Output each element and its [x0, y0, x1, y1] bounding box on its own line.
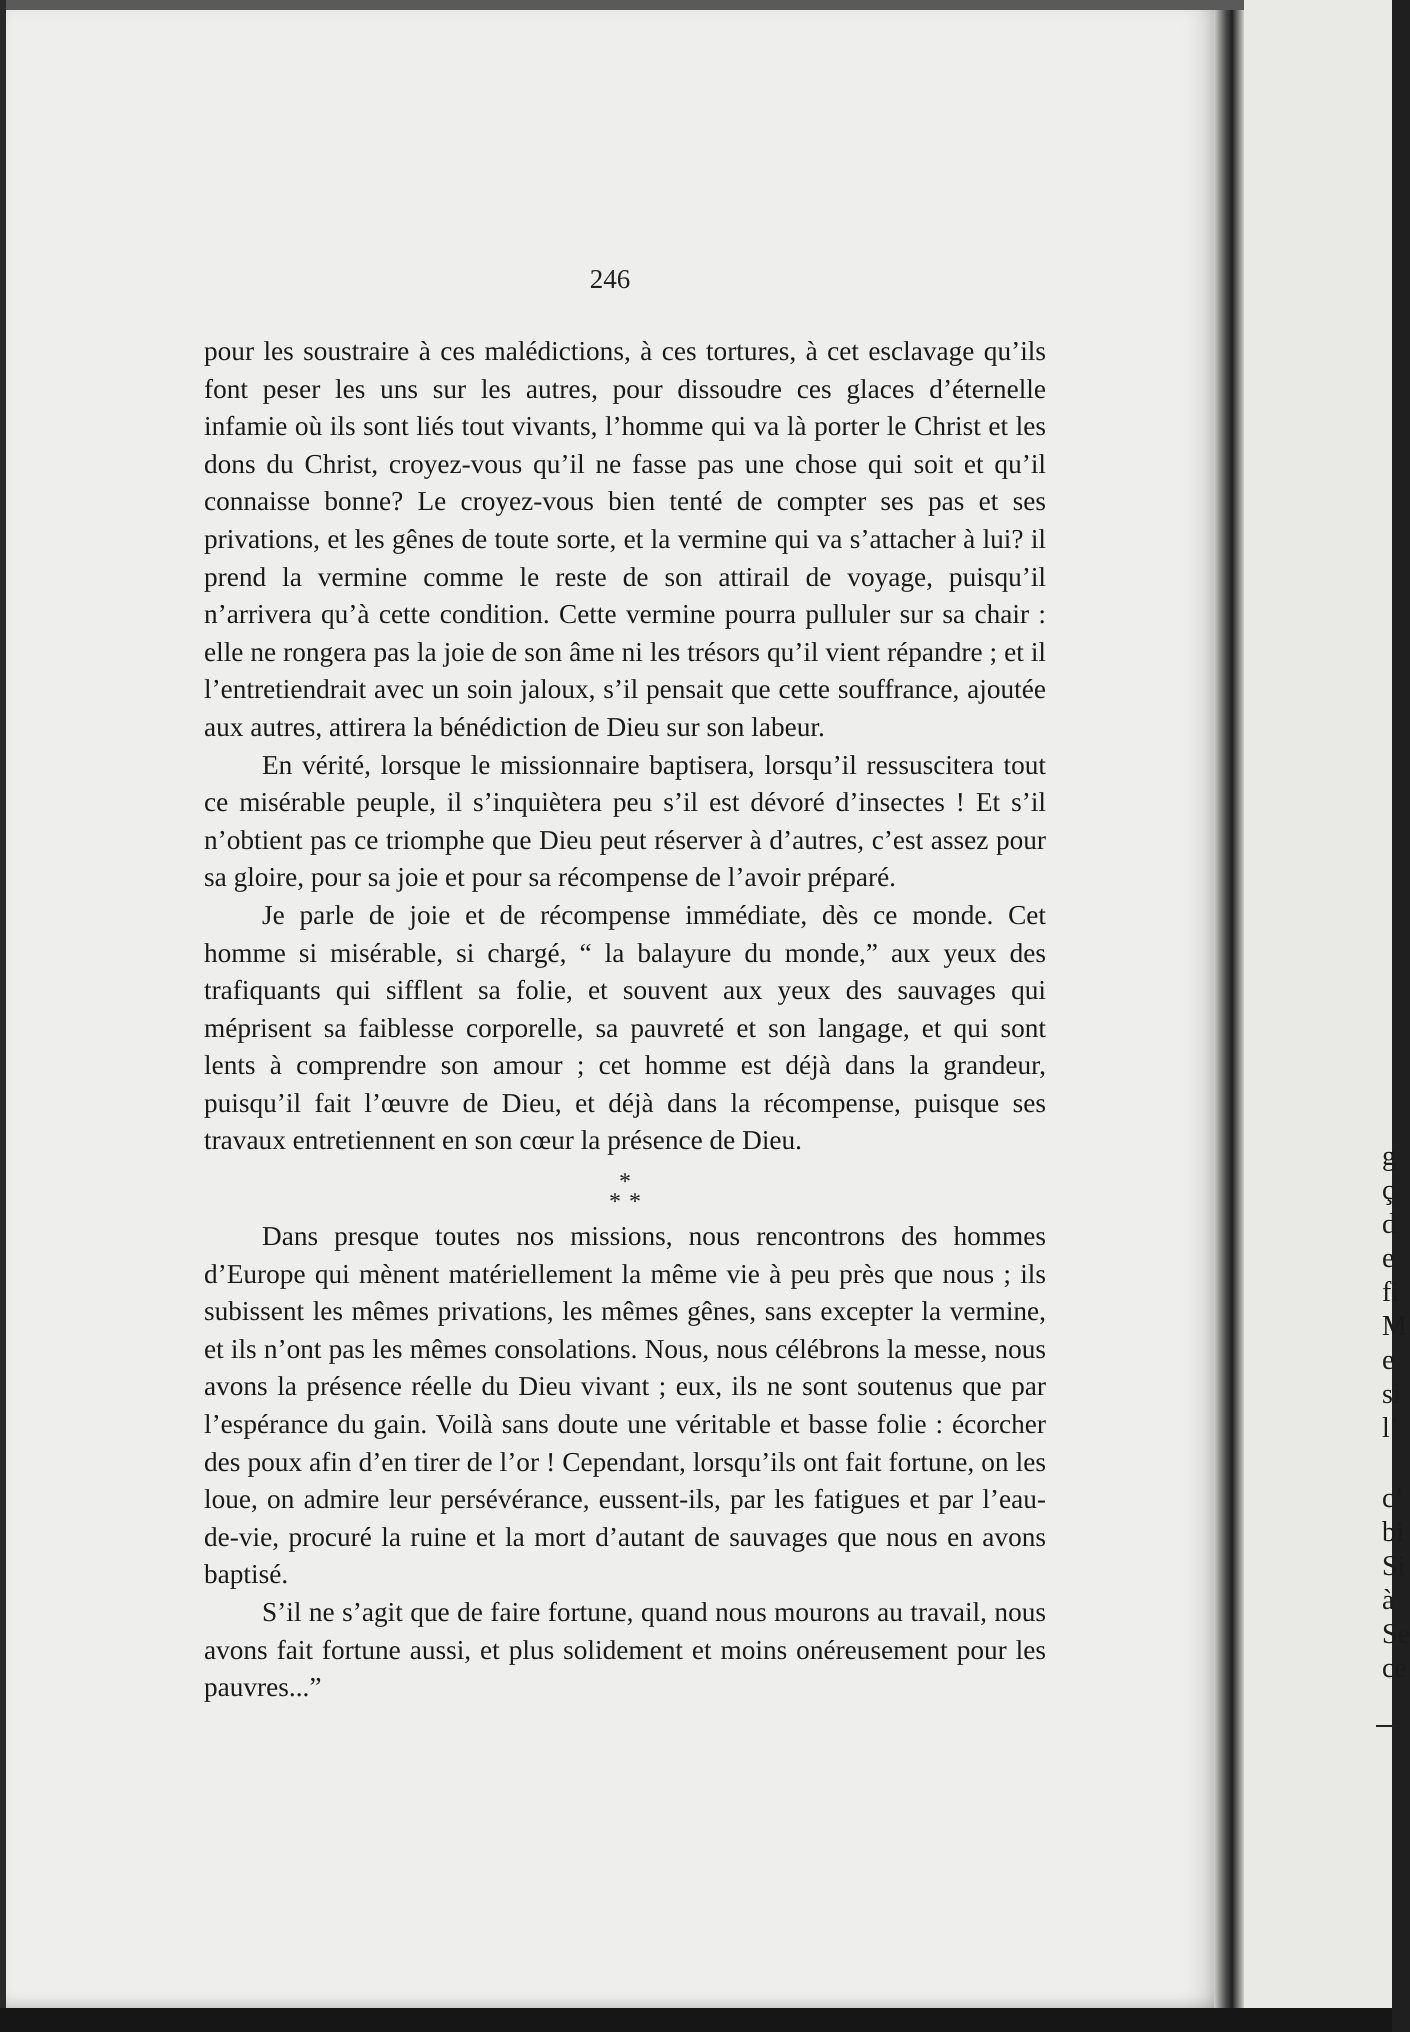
facing-line-14: Se — [1382, 1619, 1410, 1650]
facing-line-9: l’ — [1382, 1413, 1400, 1444]
body-text — [204, 333, 1046, 1707]
facing-line-4: e — [1382, 1243, 1395, 1274]
facing-line-11: bi — [1382, 1517, 1404, 1548]
facing-line-12: Si — [1382, 1551, 1406, 1582]
facing-line-7: e — [1382, 1345, 1395, 1376]
section-break-asterism — [204, 1160, 1046, 1218]
facing-line-2: ç — [1382, 1175, 1395, 1206]
page-number: 246 — [589, 264, 631, 294]
paragraph-4: Dans presque toutes nos missions, nous rencontrons des hommes d’Europe qui mènent matériellement la même vie à peu près que nous ; ils subissent les mêmes privations, les mêmes gênes, sans excepter la vermine, et ils n’ont pas les mêmes consolations. Nous, nous célébrons la messe, nous avons la présence réelle du Dieu vivant ; eux, ils ne sont soutenus que par l’espérance du gain. Voilà sans doute une véritable et basse folie : écorcher des poux afin d’en tirer de l’or ! Cependant, lorsqu’ils ont fait fortune, on les loue, on admire leur persévérance, eussent-ils, par les fatigues et par l’eau-de-vie, procuré la ruine et la mort d’autant de sauvages que nous en avons baptisé. — [204, 1221, 1046, 1590]
facing-line-8: si — [1382, 1379, 1401, 1410]
book-page — [6, 10, 1214, 2008]
paragraph-5: S’il ne s’agit que de faire fortune, quand nous mourons au travail, nous avons fait fortune aussi, et plus solidement et moins onéreusement pour les pauvres...” — [204, 1597, 1046, 1703]
scan-frame-bottom — [0, 2008, 1392, 2032]
facing-line-15: ce — [1382, 1653, 1407, 1684]
scan-frame-top — [0, 0, 1392, 10]
facing-line-10: c’ — [1382, 1483, 1404, 1514]
facing-line-6: M — [1382, 1311, 1407, 1342]
facing-rule — [1376, 1725, 1396, 1727]
facing-page — [1244, 0, 1410, 2008]
facing-line-13: à — [1382, 1585, 1395, 1616]
paragraph-1: pour les soustraire à ces malédictions, à ces tortures, à cet esclavage qu’ils font peser les uns sur les autres, pour dissoudre ces glaces d’éternelle infamie où ils sont liés tout vivants, l’homme qui va là porter le Christ et les dons du Christ, croyez-vous qu’il ne fasse pas une chose qui soit et qu’il connaisse bonne? Le croyez-vous bien tenté de compter ses pas et ses privations, et les gênes de toute sorte, et la vermine qui va s’attacher à lui? il prend la vermine comme le reste de son attirail de voyage, puisqu’il n’arrivera qu’à cette condition. Cette vermine pourra pulluler sur sa chair : elle ne rongera pas la joie de son âme ni les trésors qu’il vient répandre ; et il l’entretiendrait avec un soin jaloux, s’il pensait que cette souffrance, ajoutée aux autres, attirera la bénédiction de Dieu sur son labeur. — [204, 336, 1046, 742]
facing-line-3: d — [1382, 1209, 1396, 1240]
asterism-top: * — [619, 1169, 631, 1196]
book-gutter — [1214, 10, 1244, 2008]
facing-line-5: fi — [1382, 1277, 1400, 1308]
paragraph-2: En vérité, lorsque le missionnaire baptisera, lorsqu’il ressuscitera tout ce misérable peuple, il s’inquiètera peu s’il est dévoré d’insectes ! Et s’il n’obtient pas ce triomphe que Dieu peut réserver à d’autres, c’est assez pour sa gloire, pour sa joie et pour sa récompense de l’avoir préparé. — [204, 749, 1046, 893]
asterism-bottom: ** — [609, 1189, 649, 1216]
facing-line-1: g — [1382, 1141, 1396, 1172]
paragraph-3: Je parle de joie et de récompense immédiate, dès ce monde. Cet homme si misérable, si chargé, “ la balayure du monde,” aux yeux des trafiquants qui sifflent sa folie, et souvent aux yeux des sauvages qui méprisent sa faiblesse corporelle, sa pauvreté et son langage, et qui sont lents à comprendre son amour ; cet homme est déjà dans la grandeur, puisqu’il fait l’œuvre de Dieu, et déjà dans la récompense, puisque ses travaux entretiennent en son cœur la présence de Dieu. — [204, 899, 1046, 1156]
